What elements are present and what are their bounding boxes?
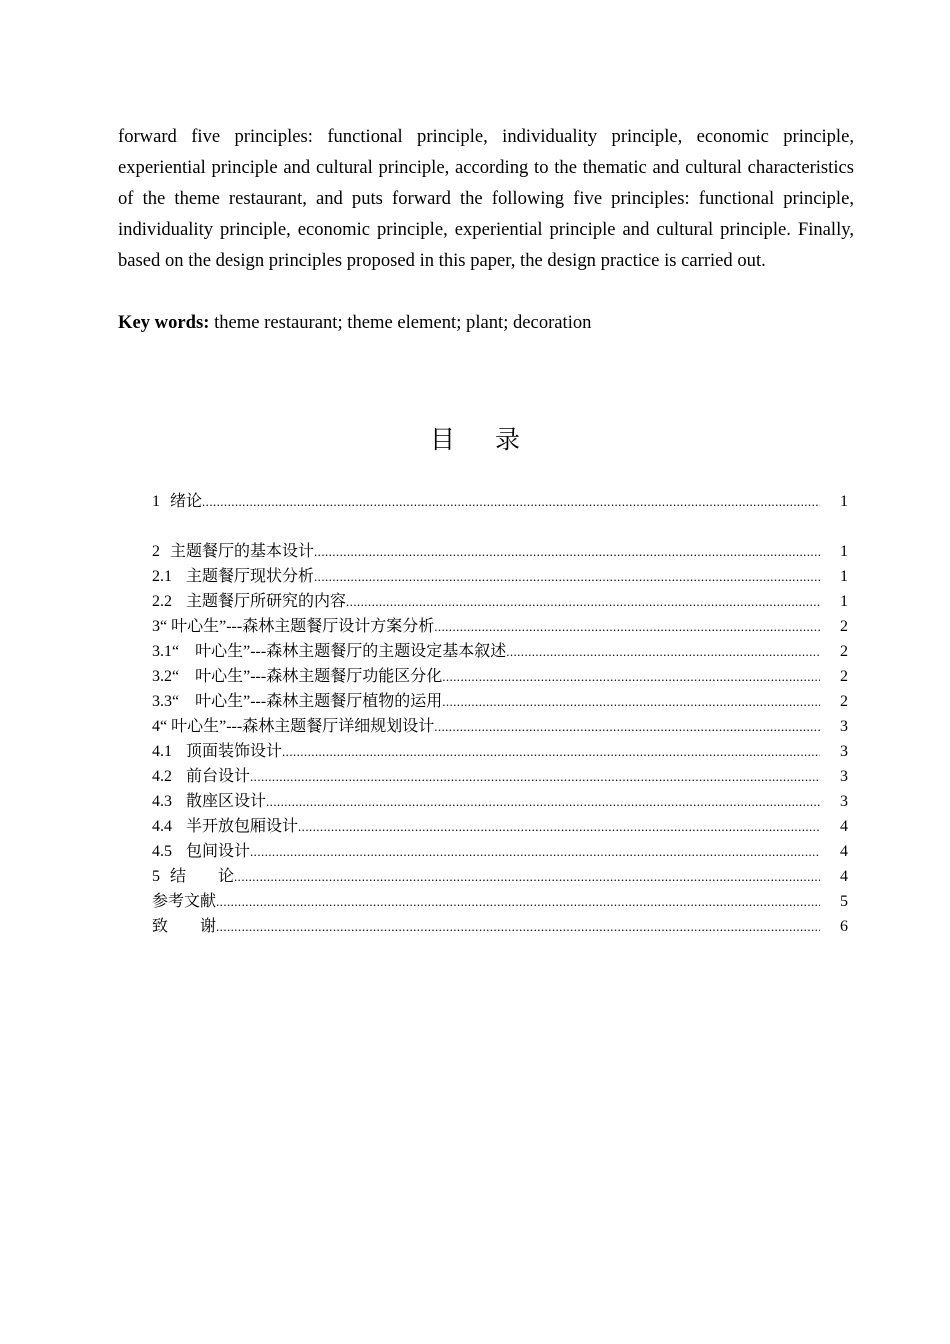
toc-dot-leader: [216, 914, 820, 939]
toc-entry-title: 散座区设计: [186, 793, 267, 810]
toc-entry[interactable]: [152, 914, 848, 939]
toc-entry-number: 4: [152, 718, 160, 735]
toc-entry-title: 前台设计: [186, 768, 251, 785]
toc-entry-number: 5: [152, 868, 160, 885]
toc-entry-number: 3: [152, 618, 160, 635]
toc-entry[interactable]: [152, 864, 848, 889]
table-of-contents: [152, 489, 848, 939]
toc-dot-leader: [234, 864, 820, 889]
toc-entry[interactable]: [152, 814, 848, 839]
toc-entry[interactable]: [152, 764, 848, 789]
toc-entry[interactable]: [152, 564, 848, 589]
toc-entry-title: 主题餐厅的基本设计: [170, 543, 315, 560]
toc-entry[interactable]: [152, 614, 848, 639]
toc-entry-page: 4: [840, 868, 848, 885]
toc-entry-title: “ 叶心生”---森林主题餐厅功能区分化: [172, 668, 443, 685]
toc-entry-page: 2: [840, 668, 848, 685]
toc-entry[interactable]: [152, 789, 848, 814]
toc-entry-page: 6: [840, 918, 848, 935]
toc-entry-number: 4.1: [152, 743, 172, 760]
toc-entry-page: 3: [840, 768, 848, 785]
toc-entry-number: 1: [152, 493, 160, 510]
toc-entry-page: 1: [840, 568, 848, 585]
toc-entry-title: 主题餐厅所研究的内容: [186, 593, 347, 610]
toc-entry-number: 3.1: [152, 643, 172, 660]
toc-entry-page: 2: [840, 618, 848, 635]
toc-entry-page: 2: [840, 693, 848, 710]
toc-dot-leader: [250, 764, 820, 789]
keywords-line: [118, 307, 854, 338]
toc-dot-leader: [266, 789, 820, 814]
toc-entry[interactable]: [152, 889, 848, 914]
toc-entry-title: “ 叶心生”---森林主题餐厅植物的运用: [172, 693, 443, 710]
abstract-paragraph: forward five principles: functional principle, individuality principle, economic principle, experiential principle and cultural principle, according to the thematic and cultural characteristics of the theme restaurant, and puts forward the following five principles: functional principle, individuality principle, economic principle, experiential principle and cultural principle. Finally, based on the design principles proposed in this paper, the design practice is carried out.: [118, 126, 854, 271]
toc-entry-number: 3.3: [152, 693, 172, 710]
toc-entry-number: 3.2: [152, 668, 172, 685]
toc-entry-number: 4.3: [152, 793, 172, 810]
toc-entry-number: 2: [152, 543, 160, 560]
toc-entry-title: “ 叶心生”---森林主题餐厅详细规划设计: [160, 718, 435, 735]
toc-entry[interactable]: [152, 839, 848, 864]
toc-entry-page: 1: [840, 593, 848, 610]
toc-entry-number: 4.5: [152, 843, 172, 860]
toc-entry-page: 4: [840, 843, 848, 860]
toc-entry-title: 致 谢: [152, 918, 217, 935]
toc-entry-number: 2.1: [152, 568, 172, 585]
toc-entry[interactable]: [152, 739, 848, 764]
toc-dot-leader: [442, 664, 820, 689]
toc-entry[interactable]: [152, 689, 848, 714]
toc-dot-leader: [250, 839, 820, 864]
toc-dot-leader: [434, 614, 820, 639]
toc-title-char: 目: [429, 425, 455, 454]
toc-entry-page: 3: [840, 743, 848, 760]
toc-entry-title: “ 叶心生”---森林主题餐厅的主题设定基本叙述: [172, 643, 507, 660]
toc-entry-title: 顶面装饰设计: [186, 743, 283, 760]
toc-entry[interactable]: [152, 589, 848, 614]
toc-dot-leader: [506, 639, 820, 664]
toc-entry-page: 3: [840, 718, 848, 735]
toc-dot-leader: [314, 539, 820, 564]
keywords-value: theme restaurant; theme element; plant; decoration: [214, 312, 592, 333]
toc-dot-leader: [346, 589, 820, 614]
toc-dot-leader: [434, 714, 820, 739]
toc-entry-page: 1: [840, 543, 848, 560]
toc-dot-leader: [442, 689, 820, 714]
keywords-label: Key words:: [118, 312, 210, 333]
toc-entry-number: 4.2: [152, 768, 172, 785]
toc-entry[interactable]: [152, 489, 848, 514]
toc-entry-number: 2.2: [152, 593, 172, 610]
toc-entry[interactable]: [152, 539, 848, 564]
toc-entry-title: 半开放包厢设计: [186, 818, 299, 835]
toc-entry[interactable]: [152, 639, 848, 664]
toc-entry-title: 结 论: [170, 868, 235, 885]
toc-entry-page: 3: [840, 793, 848, 810]
toc-entry-title: 参考文献: [152, 893, 217, 910]
toc-dot-leader: [202, 489, 820, 514]
toc-entry-page: 1: [840, 493, 848, 510]
toc-entry-page: 5: [840, 893, 848, 910]
toc-entry-page: 4: [840, 818, 848, 835]
toc-entry-title: 主题餐厅现状分析: [186, 568, 315, 585]
toc-entry-number: 4.4: [152, 818, 172, 835]
toc-dot-leader: [298, 814, 820, 839]
toc-dot-leader: [216, 889, 820, 914]
toc-title: [0, 420, 950, 460]
toc-entry-title: “ 叶心生”---森林主题餐厅设计方案分析: [160, 618, 435, 635]
toc-dot-leader: [314, 564, 820, 589]
toc-title-char: 录: [495, 425, 521, 454]
toc-entry-title: 绪论: [170, 493, 203, 510]
toc-dot-leader: [282, 739, 820, 764]
toc-entry[interactable]: [152, 664, 848, 689]
toc-entry-title: 包间设计: [186, 843, 251, 860]
toc-entry[interactable]: [152, 714, 848, 739]
toc-entry-page: 2: [840, 643, 848, 660]
